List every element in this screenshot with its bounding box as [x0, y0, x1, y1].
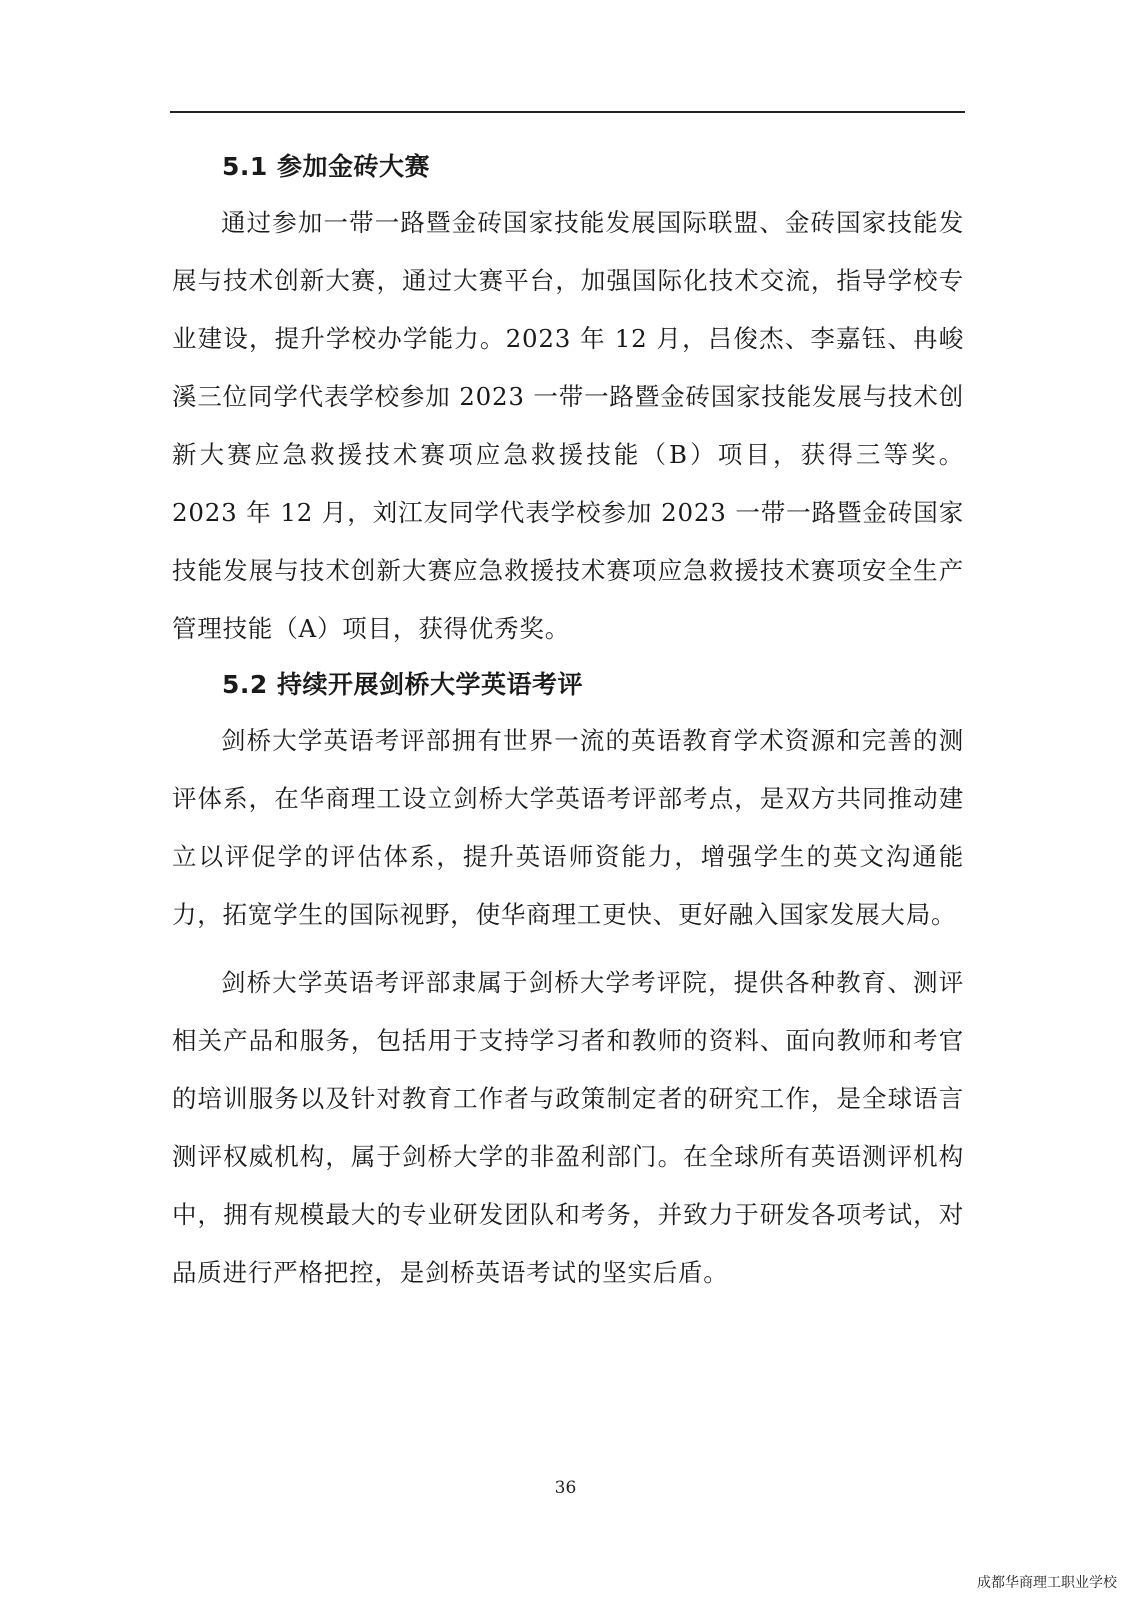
- header-rule: [170, 111, 965, 113]
- section-heading-5-2: 5.2 持续开展剑桥大学英语考评: [222, 670, 583, 699]
- paragraph-gap: [172, 944, 964, 954]
- section-heading-5-1: 5.1 参加金砖大赛: [222, 152, 430, 181]
- section-5-2-paragraph-1: 剑桥大学英语考评部拥有世界一流的英语教育学术资源和完善的测评体系，在华商理工设立剑桥大学英语考评部考点，是双方共同推动建立以评促学的评估体系，提升英语师资能力，增强学生的英文沟通能力，拓宽学生的国际视野，使华商理工更快、更好融入国家发展大局。: [172, 726, 964, 929]
- section-5-1-paragraph: 通过参加一带一路暨金砖国家技能发展国际联盟、金砖国家技能发展与技术创新大赛，通过大赛平台，加强国际化技术交流，指导学校专业建设，提升学校办学能力。2023 年 12 月，吕俊杰、李嘉钰、冉峻溪三位同学代表学校参加 2023 一带一路暨金砖国家技能发展与技术创新大赛应急救援技术赛项应急救援技能（B）项目，获得三等奖。2023 年 12 月，刘江友同学代表学校参加 2023 一带一路暨金砖国家技能发展与技术创新大赛应急救援技术赛项应急救援技术赛项安全生产管理技能（A）项目，获得优秀奖。: [172, 208, 964, 643]
- document-body: [172, 140, 964, 1302]
- page-number: 36: [554, 1478, 577, 1498]
- section-5-2-paragraph-2: 剑桥大学英语考评部隶属于剑桥大学考评院，提供各种教育、测评相关产品和服务，包括用于支持学习者和教师的资料、面向教师和考官的培训服务以及针对教育工作者与政策制定者的研究工作，是全球语言测评权威机构，属于剑桥大学的非盈利部门。在全球所有英语测评机构中，拥有规模最大的专业研发团队和考务，并致力于研发各项考试，对品质进行严格把控，是剑桥英语考试的坚实后盾。: [172, 968, 964, 1287]
- school-name: 成都华商理工职业学校: [977, 1575, 1117, 1591]
